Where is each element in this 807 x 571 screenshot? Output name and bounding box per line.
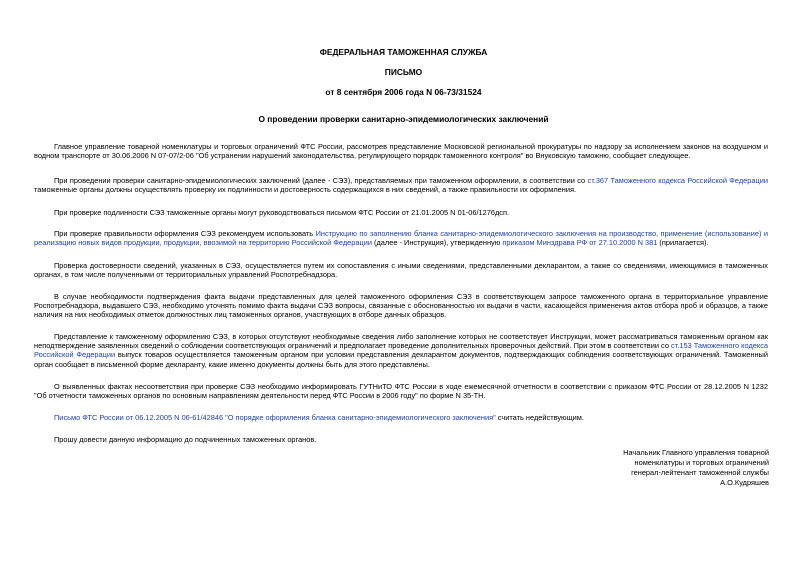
paragraph-4-text-c: (прилагается). [657, 238, 709, 248]
link-tk-article-367[interactable]: ст.367 Таможенного кодекса Российской Федерации [587, 176, 769, 185]
signature-line-3: генерал-лейтенант таможенной службы [631, 468, 769, 477]
doc-subject: О проведении проверки санитарно-эпидемиологических заключений [258, 114, 549, 124]
paragraph-4-text-b: (далее - Инструкция), утвержденную [371, 238, 503, 248]
paragraph-7-text-b: выпуск товаров осуществляется таможенным органом при условии представления декларантом документов, подтверждающих соблюдения соответствующих ограничений. Таможенный орган сообщает в письменной форме декларанту, какие именно документы должны быть для этого представлены. [34, 350, 768, 369]
paragraph-7 [34, 332, 768, 369]
paragraph-2-text-b: таможенные органы должны осуществлять проверку их подлинности и достоверность содержащихся в них сведений, а также правильности их оформления. [34, 185, 577, 195]
paragraph-4 [34, 229, 768, 247]
paragraph-5-text: Проверка достоверности сведений, указанных в СЭЗ, осуществляется путем их сопоставления с иными сведениями, представленными декларантом, а также со сведениями, имеющимися в таможенных органах, в том числе полученными от территориальных управлений Роспотребнадзора. [34, 261, 768, 280]
paragraph-3-text: При проверке подлинности СЭЗ таможенные органы могут руководствоваться письмом ФТС России от 21.01.2005 N 01-06/1276дсп. [54, 208, 510, 217]
signature-line-1: Начальник Главного управления товарной [623, 448, 769, 457]
paragraph-10 [34, 435, 768, 444]
paragraph-6-text: В случае необходимости подтверждения факта выдачи представленных для целей таможенного оформления СЭЗ в соответствующем запросе таможенного органа в территориальное управление Роспотребнадзора, выдавшего СЭЗ, необходимо уточнять помимо факта выдачи СЭЗ вопросы, связанные с обоснованностью их выдачи в части, касающейся применения актов отбора проб и образцов, а также наличия на них необходимых отметок должностных лиц таможенных органов, участвующих в отборе данных образцов. [34, 292, 768, 320]
paragraph-1-text: Главное управление товарной номенклатуры и торговых ограничений ФТС России, рассмотрев представление Московской региональной прокуратуры по надзору за исполнением законов на воздушном и водном транспорте от 30.06.2006 N 07-07/2-06 "Об устранении нарушений законодательства, регулирующего порядок таможенного контроля" во Внуковскую таможню, сообщает следующее. [34, 142, 768, 161]
signature-name: А.О.Кудряшев [720, 478, 769, 487]
paragraph-2-text-a: При проведении проверки санитарно-эпидемиологических заключений (далее - СЭЗ), представляемых при таможенном оформлении, в соответствии со [54, 176, 588, 185]
link-order-381[interactable]: приказом Минздрава РФ от 27.10.2000 N 381 [502, 238, 658, 248]
paragraph-9-text-b: считать недействующим. [495, 413, 584, 422]
paragraph-3 [34, 208, 768, 217]
link-instruction[interactable]: Инструкцию по заполнению бланка санитарно-эпидемиологического заключения на производство, применение (использование) и реализацию новых видов продукции, продукции, ввозимой на территорию Российской Федерации [34, 229, 769, 248]
agency-title: ФЕДЕРАЛЬНАЯ ТАМОЖЕННАЯ СЛУЖБА [319, 47, 488, 57]
signature-block [509, 448, 769, 488]
paragraph-8 [34, 382, 768, 400]
signature-line-2: номенклатуры и торговых ограничений [634, 458, 769, 467]
paragraph-9 [34, 413, 768, 422]
paragraph-4-text-a: При проверке правильности оформления СЭЗ рекомендуем использовать [54, 229, 316, 238]
paragraph-8-text: О выявленных фактах несоответствия при проверке СЭЗ необходимо информировать ГУТНиТО ФТС России в ходе ежемесячной отчетности в соответствии с приказом ФТС России от 28.12.2005 N 1232 "Об отчетности таможенных органов по основным направлениям деятельности перед ФТС России в 2006 году" по форме N 35-ТН. [34, 382, 768, 401]
paragraph-2 [34, 176, 768, 194]
paragraph-6 [34, 292, 768, 320]
doc-type: ПИСЬМО [384, 67, 423, 77]
link-tk-article-153[interactable]: ст.153 Таможенного кодекса Российской Федерации [34, 341, 768, 360]
link-letter-06-61[interactable]: Письмо ФТС России от 06.12.2005 N 06-61/42846 "О порядке оформления бланка санитарно-эпидемиологического заключения" [54, 413, 496, 422]
paragraph-5 [34, 261, 768, 279]
doc-date-number: от 8 сентября 2006 года N 06-73/31524 [325, 87, 482, 97]
paragraph-10-text: Прошу довести данную информацию до подчиненных таможенных органов. [54, 435, 317, 444]
paragraph-1 [34, 142, 768, 160]
paragraph-7-text-a: Представление к таможенному оформлению СЭЗ, в которых отсутствуют необходимые сведения либо заполнение которых не соответствует Инструкции, может рассматриваться таможенным органом как неподтверждение заявленных сведений о соблюдении соответствующих ограничений и предполагает проведение дополнительных проверочных действий. При этом в соответствии со [34, 332, 768, 351]
